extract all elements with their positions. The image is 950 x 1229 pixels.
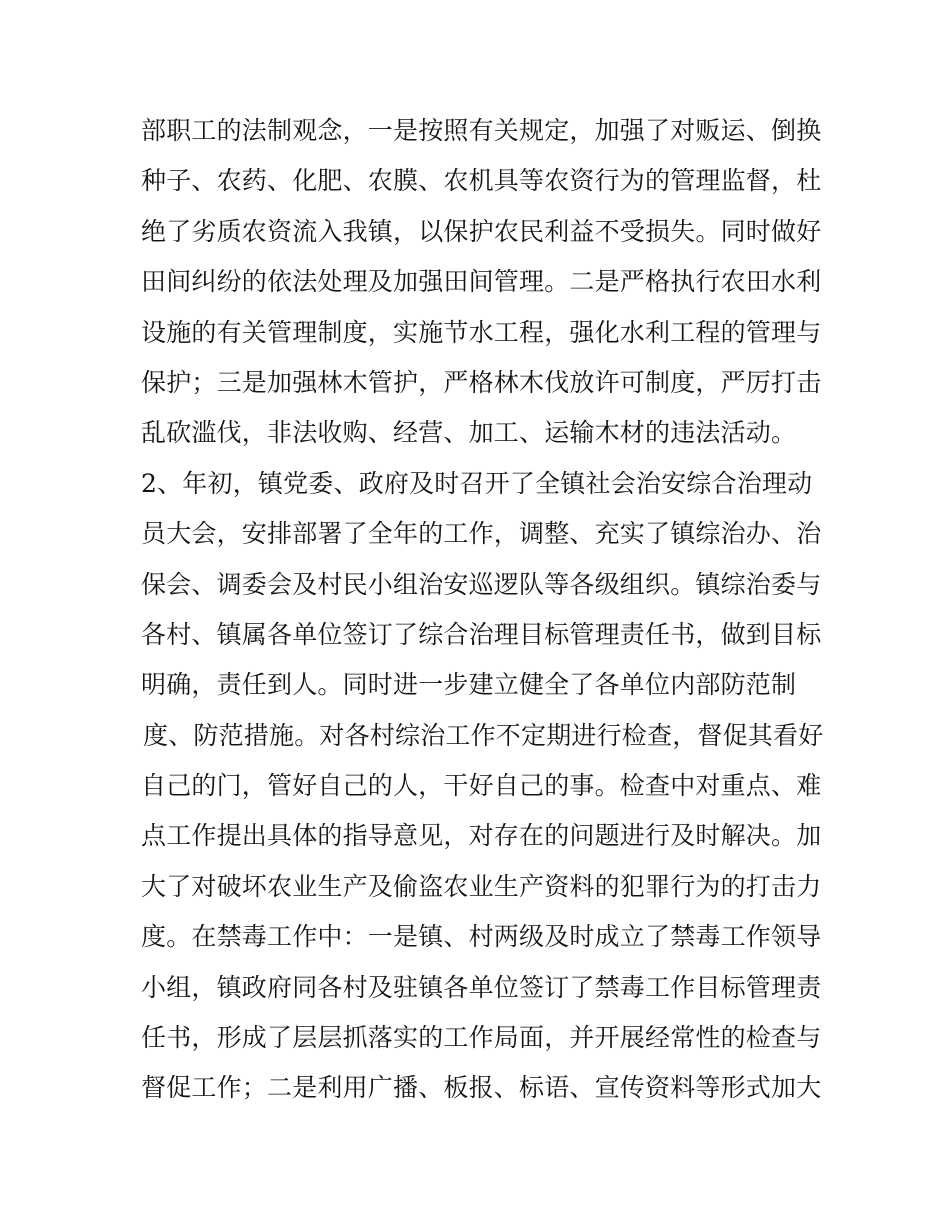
text-line-9: 员大会，安排部署了全年的工作，调整、充实了镇综治办、治 (141, 519, 822, 549)
text-line-16: 大了对破坏农业生产及偷盗农业生产资料的犯罪行为的打击力 (141, 871, 822, 901)
text-line-15: 点工作提出具体的指导意见，对存在的问题进行及时解决。加 (141, 821, 822, 851)
body-text (141, 106, 824, 1114)
text-line-6: 保护；三是加强林木管护，严格林木伐放许可制度，严厉打击 (141, 367, 822, 397)
text-line-17: 度。在禁毒工作中：一是镇、村两级及时成立了禁毒工作领导 (141, 922, 822, 952)
text-line-2: 种子、农药、化肥、农膜、农机具等农资行为的管理监督，杜 (141, 166, 822, 196)
text-line-14: 自己的门，管好自己的人，干好自己的事。检查中对重点、难 (141, 771, 822, 801)
text-line-7: 乱砍滥伐，非法收购、经营、加工、运输木材的违法活动。 (141, 418, 797, 448)
text-line-11: 各村、镇属各单位签订了综合治理目标管理责任书，做到目标 (141, 619, 822, 649)
text-line-5: 设施的有关管理制度，实施节水工程，强化水利工程的管理与 (141, 317, 822, 347)
text-line-8: 2、年初，镇党委、政府及时召开了全镇社会治安综合治理动 (141, 468, 813, 498)
text-line-18: 小组，镇政府同各村及驻镇各单位签订了禁毒工作目标管理责 (141, 972, 822, 1002)
text-line-20: 督促工作；二是利用广播、板报、标语、宣传资料等形式加大 (141, 1073, 822, 1103)
text-line-1: 部职工的法制观念，一是按照有关规定，加强了对贩运、倒换 (141, 116, 822, 145)
text-line-4: 田间纠纷的依法处理及加强田间管理。二是严格执行农田水利 (141, 267, 822, 297)
text-line-12: 明确，责任到人。同时进一步建立健全了各单位内部防范制 (141, 670, 797, 700)
text-line-3: 绝了劣质农资流入我镇，以保护农民利益不受损失。同时做好 (141, 216, 822, 246)
text-line-10: 保会、调委会及村民小组治安巡逻队等各级组织。镇综治委与 (141, 569, 822, 599)
text-line-13: 度、防范措施。对各村综治工作不定期进行检查，督促其看好 (143, 720, 824, 750)
text-line-19: 任书，形成了层层抓落实的工作局面，并开展经常性的检查与 (141, 1023, 822, 1053)
